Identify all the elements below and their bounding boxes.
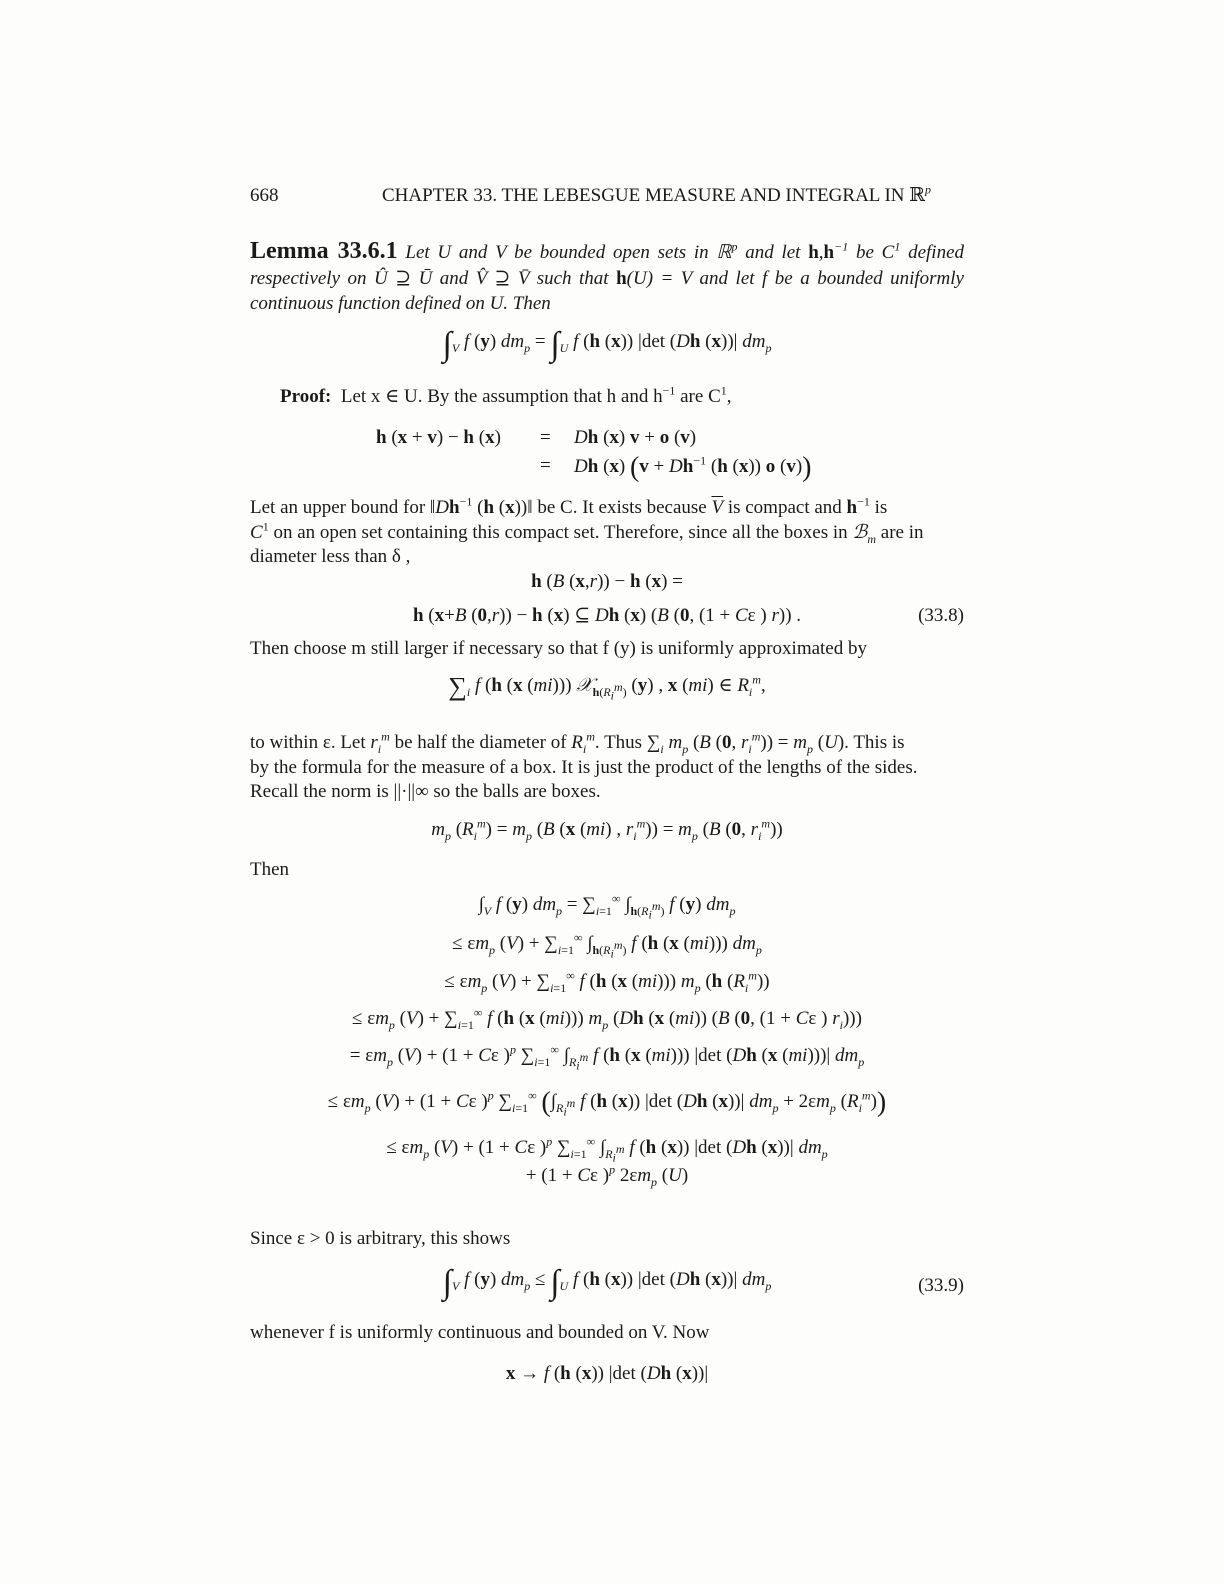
page-number: 668 — [250, 185, 279, 206]
lemma-statement-line1: Let U and V be bounded open sets in ℝ — [405, 242, 732, 263]
paragraph-upper-bound: Let an upper bound for $‖Dh^{-1}$ (h (x))‖ be C. It exists because $\overline{V}$ is compact and $h^{-1}$ is $C^1$ on an open set containing this compact set. Therefore, since all the boxes in ℬ$_m$ are in diameter less than δ , — [250, 494, 924, 568]
paragraph-approximation: Then choose m still larger if necessary so that f (y) is uniformly approximated by — [250, 638, 867, 659]
lemma-statement-end: continuous function defined on U. Then — [250, 292, 551, 314]
ball-image-eq-line1: h (B (x,r)) − h (x) = — [531, 571, 683, 592]
equation-number-33-9: (33.9) — [918, 1275, 964, 1296]
equation-33-8: h (x+B (0,r)) − h (x) ⊆ Dh (x) (B (0, (1 + Cε ) r)) . — [412, 605, 802, 626]
chain-line-7: ≤ $\varepsilon m_p$ (V) + (1 + Cε )$^p$ $\sum_{i=1}^\infty$ $\int_{R_i^m}$ f (h (x)) |det (Dh (x))| $dm_p$ — [386, 1134, 828, 1165]
lemma-title: Lemma 33.6.1 — [250, 238, 398, 264]
whenever-text: whenever f is uniformly continuous and bounded on V. Now — [250, 1322, 710, 1343]
lemma-equation: $\int_V$ f (y) $dm_p = \int_U$ f (h (x)) |det (Dh (x))| $dm_p$ — [442, 326, 772, 363]
paragraph-radius: to within ε. Let $r_i^m$ be half the diameter of $R_i^m$. Thus $\sum_i$ $m_p$ (B (0, $r_i^m)) = m_p$ (U). This is by the formula for the measure of a box. It is just the product of the lengths of the sides. Recall the norm is ||·||∞ so the balls are boxes. — [250, 729, 918, 803]
chain-line-4: ≤ $\varepsilon m_p$ $(V) + \sum_{i=1}^\infty$ f (h (x (mi))) $m_p$ (Dh (x (mi)) (B (0, (1 + Cε ) $r_i$))) — [352, 1005, 862, 1032]
final-map-eq: x → f (h (x)) |det (Dh (x))| — [505, 1363, 709, 1384]
chain-line-1: $\int_V$ f (y) $dm_p = \sum_{i=1}^\infty$ $\int_{h(R_i^m)}$ f (y) $dm_p$ — [478, 891, 736, 922]
equation-number-33-8: (33.8) — [918, 605, 964, 626]
sum-approximation-eq: $\sum_i$ f (h (x (mi))) 𝒳$_{h(R_i^m)}$ (y) , x (mi) ∈ $R_i^m$, — [448, 672, 766, 703]
proof-label: Proof: — [280, 386, 332, 407]
chain-line-2: ≤ $\varepsilon m_p$ $(V) + \sum_{i=1}^\infty$ $\int_{h(R_i^m)}$ f (h (x (mi))) $dm_p$ — [452, 930, 762, 961]
chain-line-3: ≤ $\varepsilon m_p$ $(V) + \sum_{i=1}^\infty$ f (h (x (mi))) $m_p$ (h $(R_i^m)$) — [444, 968, 770, 995]
chain-line-6: ≤ $\varepsilon m_p$ (V) + (1 + Cε )$^p$ $\sum_{i=1}^\infty$ ($\int_{R_i^m}$ f (h (x)) |det (Dh (x))| $dm_p + 2\varepsilon m_p$ $(R_i^m)$) — [327, 1087, 887, 1119]
chain-line-8: + (1 + Cε )$^p$ $2\varepsilon m_p$ (U) — [525, 1162, 689, 1189]
lemma-statement: Lemma 33.6.1 Let U and V be bounded open sets in ℝ$^p$ and let $h,h^{-1}$ be $C^1$ defined respectively on Û ⊇ Ū and V̂ ⊇ V̄ such that h(U) = V and let f be a bounded uniformly continuous function defined on U. Then — [250, 238, 964, 314]
proof-intro: Proof: Let x ∈ U. By the assumption that h and $h^{-1}$ are $C^1$, — [280, 383, 732, 407]
chain-line-5: = $\varepsilon m_p$ (V) + (1 + Cε )$^p$ $\sum_{i=1}^\infty$ $\int_{R_i^m}$ f (h (x (mi))) |det (Dh (x (mi)))| $dm_p$ — [349, 1042, 865, 1073]
equation-33-9: $\int_V$ f (y) $dm_p \le \int_U$ f (h (x)) |det (Dh (x))| $dm_p$ — [442, 1264, 772, 1301]
box-measure-eq: $m_p$ $(R_i^m) = m_p$ (B (x (mi) , $r_i^m)) = m_p$ (B (0, $r_i^m$)) — [431, 816, 783, 843]
running-header — [250, 180, 964, 210]
since-text: Since ε > 0 is arbitrary, this shows — [250, 1228, 511, 1249]
then-text: Then — [250, 859, 290, 880]
chapter-title: CHAPTER 33. THE LEBESGUE MEASURE AND INTEGRAL IN ℝ$^p$ — [382, 182, 932, 206]
derivative-eq-line2: = — [540, 455, 551, 476]
derivative-eq-line1: h (x + v) − h (x) — [376, 427, 501, 448]
